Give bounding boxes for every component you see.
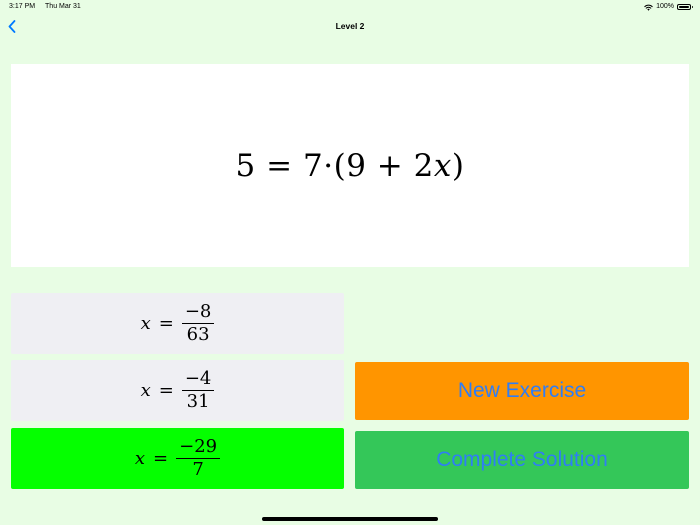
equation-card [11,64,689,267]
answer-fraction [176,436,220,481]
status-left [9,0,81,14]
navigation-bar [0,14,700,38]
fraction-denominator: 63 [186,324,210,345]
status-right [644,0,691,14]
answer-expression [141,368,215,413]
fraction-numerator: −8 [184,301,212,322]
back-button[interactable] [4,16,20,36]
answer-option-3[interactable] [11,428,344,489]
page-title: Level 2 [335,21,365,31]
chevron-left-icon [8,20,16,33]
equation-constant: 9 [346,147,367,184]
new-exercise-button[interactable]: New Exercise [355,362,689,420]
status-bar [0,0,700,14]
answer-option-1[interactable] [11,293,344,354]
status-date: Thu Mar 31 [45,3,81,10]
answer-fraction [182,301,215,346]
plus-sign: + [376,147,404,184]
answer-expression [141,301,215,346]
fraction-denominator: 31 [186,391,210,412]
equation-variable: x [433,147,452,184]
equals-sign: = [266,147,293,184]
complete-solution-button[interactable]: Complete Solution [355,431,689,489]
answer-option-2[interactable] [11,360,344,421]
battery-icon [677,4,691,10]
answer-equals: = [158,380,174,401]
answer-expression [135,436,220,481]
equation-factor: 7 [302,147,324,184]
fraction-numerator: −29 [179,436,218,457]
equation-lhs: 5 [235,147,256,184]
fraction-numerator: −4 [184,368,212,389]
answer-variable: x [140,380,151,401]
answer-fraction [182,368,215,413]
battery-percent: 100% [656,3,674,10]
wifi-icon [644,4,653,11]
answer-variable: x [140,313,151,334]
equation [236,148,465,184]
answer-equals: = [158,313,174,334]
fraction-denominator: 7 [192,459,204,480]
equation-coefficient: 2 [413,147,434,184]
answer-variable: x [134,448,146,469]
answer-equals: = [153,448,169,469]
left-paren: ( [333,147,347,184]
home-indicator[interactable] [262,517,438,521]
right-paren: ) [451,147,465,184]
status-time: 3:17 PM [9,3,36,10]
multiply-dot: · [323,147,334,184]
